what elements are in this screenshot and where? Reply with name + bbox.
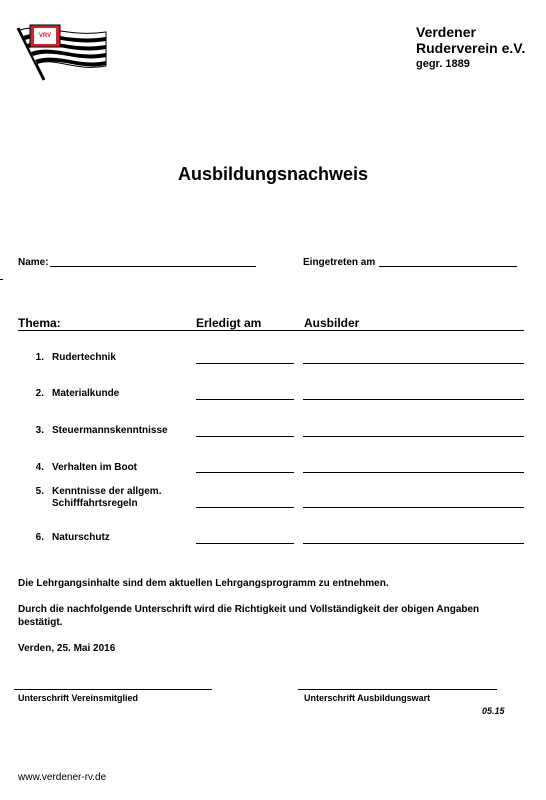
trainer-signature-label: Unterschrift Ausbildungswart: [304, 693, 431, 703]
row-number: 6.: [35, 532, 44, 543]
joined-label: Eingetreten am: [303, 257, 376, 268]
trainer-field[interactable]: [303, 436, 524, 437]
row-topic: Naturschutz: [52, 532, 110, 543]
club-name: [416, 24, 525, 72]
trainer-field[interactable]: [303, 543, 524, 544]
place-date: Verden, 25. Mai 2016: [18, 643, 116, 654]
form-version: 05.15: [482, 706, 505, 716]
club-name-line1: Verdener: [416, 24, 476, 40]
row-topic: Materialkunde: [52, 388, 120, 399]
trainer-field[interactable]: [303, 472, 524, 473]
club-name-line2: Ruderverein e.V.: [416, 40, 526, 56]
column-header-completed: Erledigt am: [196, 316, 262, 330]
row-number: 1.: [35, 352, 44, 363]
completed-date-field[interactable]: [196, 543, 294, 544]
trainer-field[interactable]: [303, 363, 524, 364]
completed-date-field[interactable]: [196, 399, 294, 400]
club-flag-logo: [14, 22, 108, 82]
row-topic: Verhalten im Boot: [52, 462, 138, 473]
row-topic: Steuermannskenntnisse: [52, 425, 168, 436]
row-topic-line2: Schifffahrtsregeln: [52, 498, 138, 509]
completed-date-field[interactable]: [196, 436, 294, 437]
completed-date-field[interactable]: [196, 363, 294, 364]
document-title: Ausbildungsnachweis: [177, 164, 369, 184]
flag-text: VRV: [38, 33, 52, 39]
column-header-topic: Thema:: [18, 316, 61, 330]
note-course-content: Die Lehrgangsinhalte sind dem aktuellen Lehrgangsprogramm zu entnehmen.: [18, 578, 389, 589]
trainer-field[interactable]: [303, 399, 524, 400]
row-number: 2.: [35, 388, 44, 399]
note-confirmation: Durch die nachfolgende Unterschrift wird die Richtigkeit und Vollständigkeit der obigen Angaben bestätigt.: [18, 604, 480, 628]
header-rule: [18, 330, 524, 331]
completed-date-field[interactable]: [196, 507, 294, 508]
trainer-signature-line[interactable]: [298, 689, 497, 690]
row-topic: Rudertechnik: [52, 352, 116, 363]
member-signature-label: Unterschrift Vereinsmitglied: [18, 693, 139, 703]
member-signature-line[interactable]: [14, 689, 212, 690]
footer-website[interactable]: www.verdener-rv.de: [18, 772, 107, 783]
column-header-trainer: Ausbilder: [304, 316, 360, 330]
row-number: 4.: [35, 462, 44, 473]
margin-mark: [0, 279, 3, 280]
name-label: Name:: [18, 257, 49, 268]
row-number: 3.: [35, 425, 44, 436]
trainer-field[interactable]: [303, 507, 524, 508]
row-topic-line1: Kenntnisse der allgem.: [52, 486, 162, 497]
row-number: 5.: [35, 486, 44, 497]
club-founded: gegr. 1889: [416, 58, 470, 70]
joined-date-field[interactable]: [379, 266, 517, 267]
completed-date-field[interactable]: [196, 472, 294, 473]
name-field[interactable]: [50, 266, 256, 267]
row-topic: [52, 486, 161, 510]
